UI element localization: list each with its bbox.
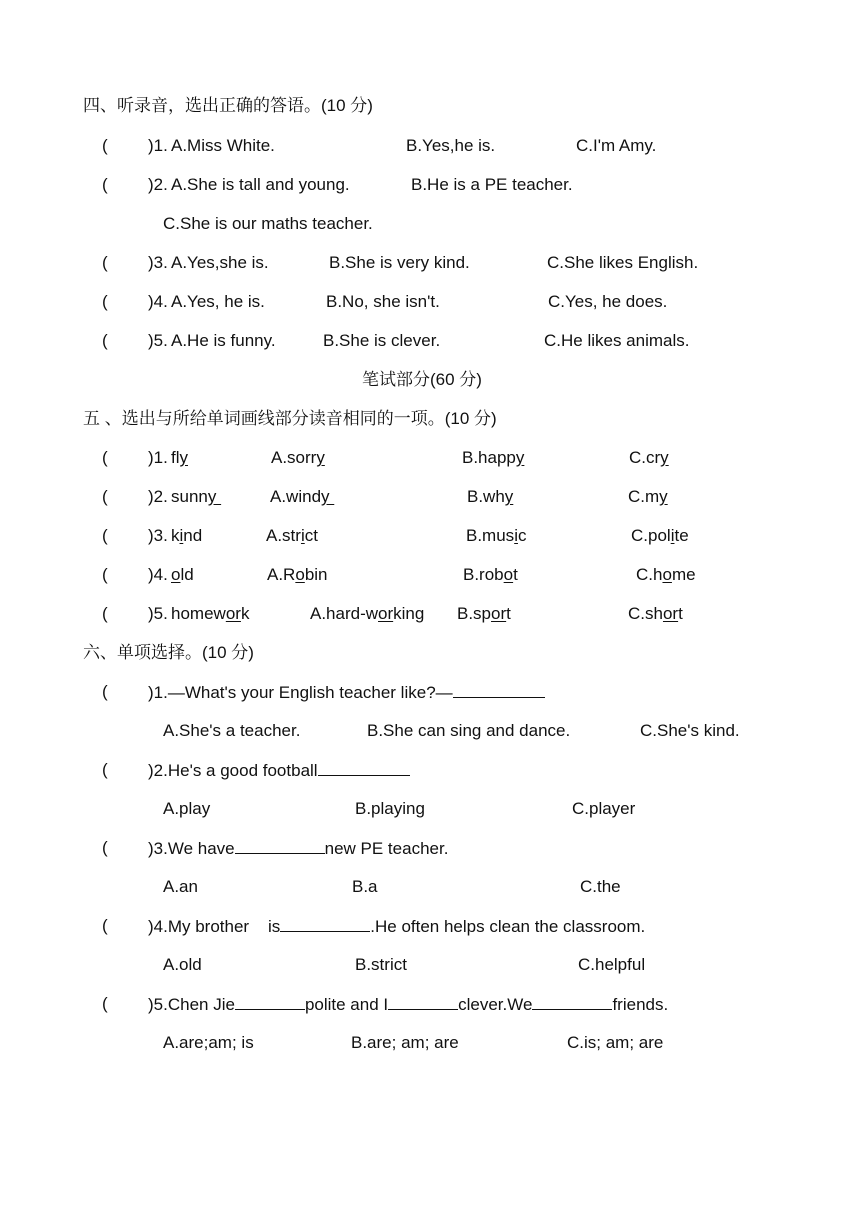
option-b: B.strict bbox=[355, 955, 407, 974]
answer-paren[interactable]: ( bbox=[102, 838, 108, 857]
answer-paren[interactable]: ( bbox=[102, 916, 108, 935]
answer-paren[interactable]: ( bbox=[102, 136, 108, 155]
section-5-heading: 五 、选出与所给单词画线部分读音相同的一项。(10 分) bbox=[83, 409, 497, 428]
answer-blank[interactable] bbox=[235, 837, 325, 854]
option-c: C.home bbox=[636, 565, 696, 584]
option-c: C.He likes animals. bbox=[544, 331, 690, 350]
option-b: B.She is clever. bbox=[323, 331, 441, 350]
option-c: C.my bbox=[628, 487, 668, 506]
option-b: B.a bbox=[352, 877, 378, 896]
option-c: C.I'm Amy. bbox=[576, 136, 657, 155]
option-a: A.sorry bbox=[271, 448, 325, 467]
option-b: B.are; am; are bbox=[351, 1033, 459, 1052]
question-number: )1. bbox=[148, 136, 168, 155]
section-4-heading: 四、听录音，选出正确的答语。(10 分) bbox=[83, 96, 373, 115]
question-stem: )1.—What's your English teacher like?— bbox=[148, 681, 545, 704]
option-a: A.Miss White. bbox=[171, 136, 275, 155]
option-c: C.She is our maths teacher. bbox=[163, 214, 373, 233]
question-stem: )2.He's a good football bbox=[148, 759, 410, 782]
answer-paren[interactable]: ( bbox=[102, 682, 108, 701]
option-c: C.Yes, he does. bbox=[548, 292, 668, 311]
option-c: C.the bbox=[580, 877, 621, 896]
question-number: )4. bbox=[148, 292, 168, 311]
option-a: A.She's a teacher. bbox=[163, 721, 301, 740]
option-b: B.Yes,he is. bbox=[406, 136, 496, 155]
question-number: )2. bbox=[148, 487, 168, 506]
option-a: A.hard-working bbox=[310, 604, 425, 623]
answer-paren[interactable]: ( bbox=[102, 994, 108, 1013]
option-b: B.happy bbox=[462, 448, 525, 467]
option-b: B.She is very kind. bbox=[329, 253, 470, 272]
option-a: A.windy bbox=[270, 487, 335, 506]
question-number: )5. bbox=[148, 604, 168, 623]
given-word: kind bbox=[171, 526, 203, 545]
answer-blank-3[interactable] bbox=[532, 993, 612, 1010]
option-a: A.are;am; is bbox=[163, 1033, 254, 1052]
question-stem: )4.My brother is .He often helps clean the classroom. bbox=[148, 917, 646, 936]
option-c: C.polite bbox=[631, 526, 689, 545]
answer-blank-2[interactable] bbox=[388, 993, 458, 1010]
question-number: )5. bbox=[148, 331, 168, 350]
option-b: B.robot bbox=[463, 565, 518, 584]
answer-blank[interactable] bbox=[453, 681, 545, 698]
option-b: B.sport bbox=[457, 604, 511, 623]
option-a: A.Robin bbox=[267, 565, 328, 584]
option-a: A.Yes, he is. bbox=[171, 292, 265, 311]
answer-paren[interactable]: ( bbox=[102, 565, 108, 584]
option-b: B.why bbox=[467, 487, 514, 506]
answer-paren[interactable]: ( bbox=[102, 526, 108, 545]
option-b: B.He is a PE teacher. bbox=[411, 175, 573, 194]
answer-paren[interactable]: ( bbox=[102, 448, 108, 467]
given-word: old bbox=[171, 565, 194, 584]
answer-paren[interactable]: ( bbox=[102, 487, 108, 506]
question-number: )1. bbox=[148, 448, 168, 467]
option-a: A.an bbox=[163, 877, 198, 896]
option-c: C.helpful bbox=[578, 955, 646, 974]
option-c: C.She likes English. bbox=[547, 253, 699, 272]
option-c: C.She's kind. bbox=[640, 721, 740, 740]
option-b: B.playing bbox=[355, 799, 425, 818]
option-c: C.short bbox=[628, 604, 683, 623]
answer-paren[interactable]: ( bbox=[102, 331, 108, 350]
given-word: fly bbox=[171, 448, 188, 467]
option-c: C.player bbox=[572, 799, 636, 818]
answer-paren[interactable]: ( bbox=[102, 604, 108, 623]
option-b: B.No, she isn't. bbox=[326, 292, 440, 311]
option-c: C.cry bbox=[629, 448, 669, 467]
answer-paren[interactable]: ( bbox=[102, 292, 108, 311]
option-a: A.Yes,she is. bbox=[171, 253, 269, 272]
given-word: homework bbox=[171, 604, 250, 623]
option-b: B.She can sing and dance. bbox=[367, 721, 571, 740]
option-a: A.old bbox=[163, 955, 202, 974]
option-c: C.is; am; are bbox=[567, 1033, 664, 1052]
question-stem: )5.Chen Jie polite and I clever.We friends. bbox=[148, 995, 669, 1014]
question-number: )3. bbox=[148, 253, 168, 272]
answer-blank[interactable] bbox=[280, 915, 370, 932]
section-6-heading: 六、单项选择。(10 分) bbox=[83, 643, 254, 662]
answer-blank[interactable] bbox=[318, 759, 410, 776]
question-stem: )3.We have new PE teacher. bbox=[148, 839, 449, 858]
question-number: )2. bbox=[148, 175, 168, 194]
answer-paren[interactable]: ( bbox=[102, 175, 108, 194]
given-word: sunny bbox=[171, 487, 222, 506]
option-a: A.strict bbox=[266, 526, 318, 545]
answer-paren[interactable]: ( bbox=[102, 253, 108, 272]
question-number: )4. bbox=[148, 565, 168, 584]
question-number: )3. bbox=[148, 526, 168, 545]
option-a: A.He is funny. bbox=[171, 331, 276, 350]
option-a: A.She is tall and young. bbox=[171, 175, 350, 194]
written-part-title: 笔试部分(60 分) bbox=[362, 370, 482, 389]
answer-blank-1[interactable] bbox=[235, 993, 305, 1010]
option-b: B.music bbox=[466, 526, 527, 545]
option-a: A.play bbox=[163, 799, 211, 818]
answer-paren[interactable]: ( bbox=[102, 760, 108, 779]
